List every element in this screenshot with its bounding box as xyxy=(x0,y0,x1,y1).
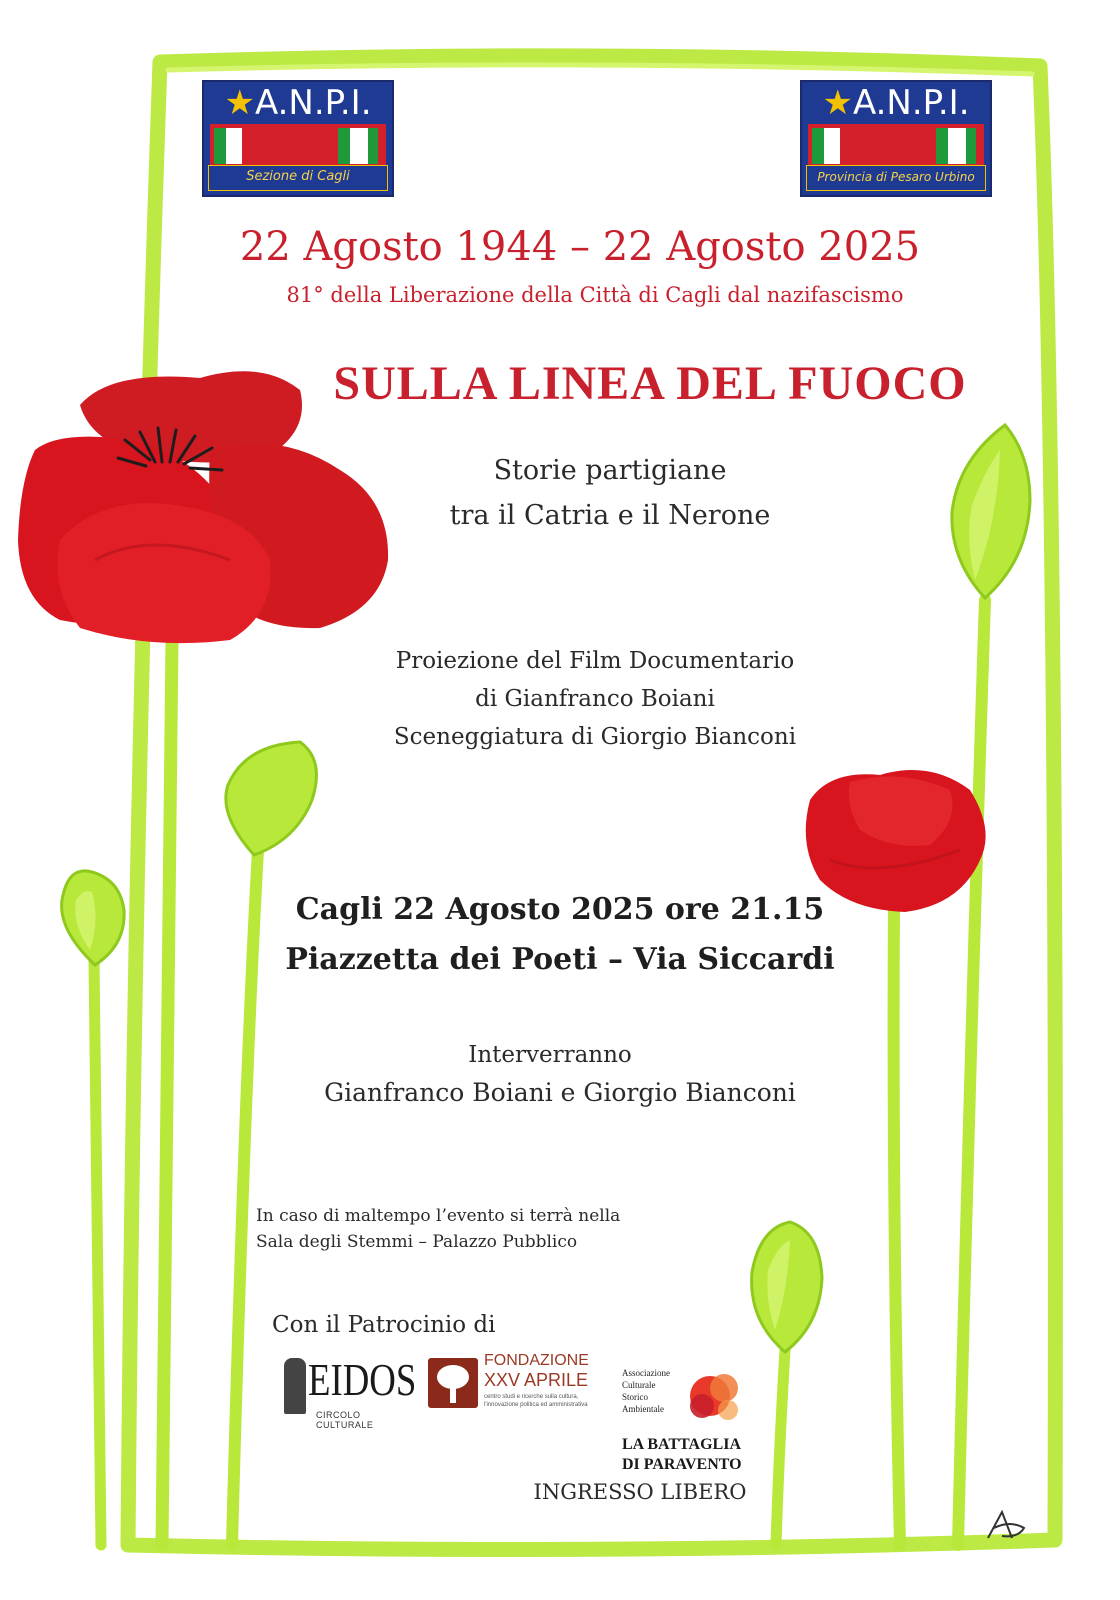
stem-left-poppy xyxy=(162,640,172,1545)
fondazione-xxv-aprile-logo xyxy=(428,1352,604,1414)
battaglia-name-1: LA BATTAGLIA xyxy=(622,1436,741,1453)
film-line-2: di Gianfranco Boiani xyxy=(475,686,715,712)
italian-flag-band xyxy=(808,124,984,168)
subtitle-line-1: Storie partigiane xyxy=(493,455,727,486)
subtitle-line-2: tra il Catria e il Nerone xyxy=(449,500,771,531)
speakers-names: Gianfranco Boiani e Giorgio Bianconi xyxy=(324,1078,796,1107)
logo-caption: Provincia di Pesaro Urbino xyxy=(806,165,986,191)
free-entry-note: INGRESSO LIBERO xyxy=(533,1480,747,1504)
anpi-logo-provincia xyxy=(800,80,992,197)
stem-right-poppy xyxy=(894,905,900,1545)
film-line-3: Sceneggiatura di Giorgio Bianconi xyxy=(393,724,797,750)
statue-icon xyxy=(284,1358,306,1414)
event-location: Piazzetta dei Poeti – Via Siccardi xyxy=(285,942,835,977)
stem-left-bud xyxy=(94,960,101,1545)
italian-flag-band xyxy=(210,124,386,168)
assoc-line-2: Culturale xyxy=(622,1380,656,1390)
anpi-wordmark: ★A.N.P.I. xyxy=(802,82,990,124)
speakers-label: Interverranno xyxy=(468,1042,632,1068)
fondazione-line-1: FONDAZIONE xyxy=(484,1352,589,1369)
event-datetime: Cagli 22 Agosto 2025 ore 21.15 xyxy=(295,892,825,927)
battaglia-di-paravento-logo xyxy=(618,1370,748,1478)
bud-bottom xyxy=(752,1222,822,1352)
assoc-line-4: Ambientale xyxy=(622,1404,664,1414)
poppy-left xyxy=(18,371,388,643)
eidos-tagline: CIRCOLO CULTURALE xyxy=(316,1410,374,1430)
fondazione-tagline-2: l'innovazione politica ed amministrativa xyxy=(484,1402,588,1408)
fondazione-line-2: XXV APRILE xyxy=(484,1370,589,1390)
artist-signature xyxy=(988,1512,1024,1538)
fondazione-tagline-1: centro studi e ricerche sulla cultura, xyxy=(484,1394,579,1400)
logo-caption: Sezione di Cagli xyxy=(208,165,388,191)
bud-mid xyxy=(226,742,317,855)
patronage-label: Con il Patrocinio di xyxy=(272,1312,496,1338)
film-line-1: Proiezione del Film Documentario xyxy=(395,648,795,674)
assoc-line-3: Storico xyxy=(622,1392,648,1402)
weather-note-line-1: In caso di maltempo l’evento si terrà nella xyxy=(256,1206,621,1226)
assoc-line-1: Associazione xyxy=(622,1368,670,1378)
poppy-icon xyxy=(680,1366,746,1428)
battaglia-name-2: DI PARAVENTO xyxy=(622,1456,742,1473)
event-title: SULLA LINEA DEL FUOCO xyxy=(333,357,967,410)
star-icon: ★ xyxy=(822,83,853,123)
weather-note-line-2: Sala degli Stemmi – Palazzo Pubblico xyxy=(256,1232,578,1252)
tree-icon xyxy=(428,1358,478,1408)
eidos-logo xyxy=(282,1352,417,1430)
eidos-name: EIDOS xyxy=(308,1354,417,1405)
star-icon: ★ xyxy=(224,83,255,123)
anniversary-line: 81° della Liberazione della Città di Cagli dal nazifascismo xyxy=(286,283,904,307)
poppy-right xyxy=(806,770,986,912)
anpi-wordmark: ★A.N.P.I. xyxy=(204,82,392,124)
stem-right-bud xyxy=(958,600,985,1545)
dates-heading: 22 Agosto 1944 – 22 Agosto 2025 xyxy=(239,224,921,270)
anpi-logo-cagli xyxy=(202,80,394,197)
stem-bottom-bud xyxy=(776,1350,785,1545)
